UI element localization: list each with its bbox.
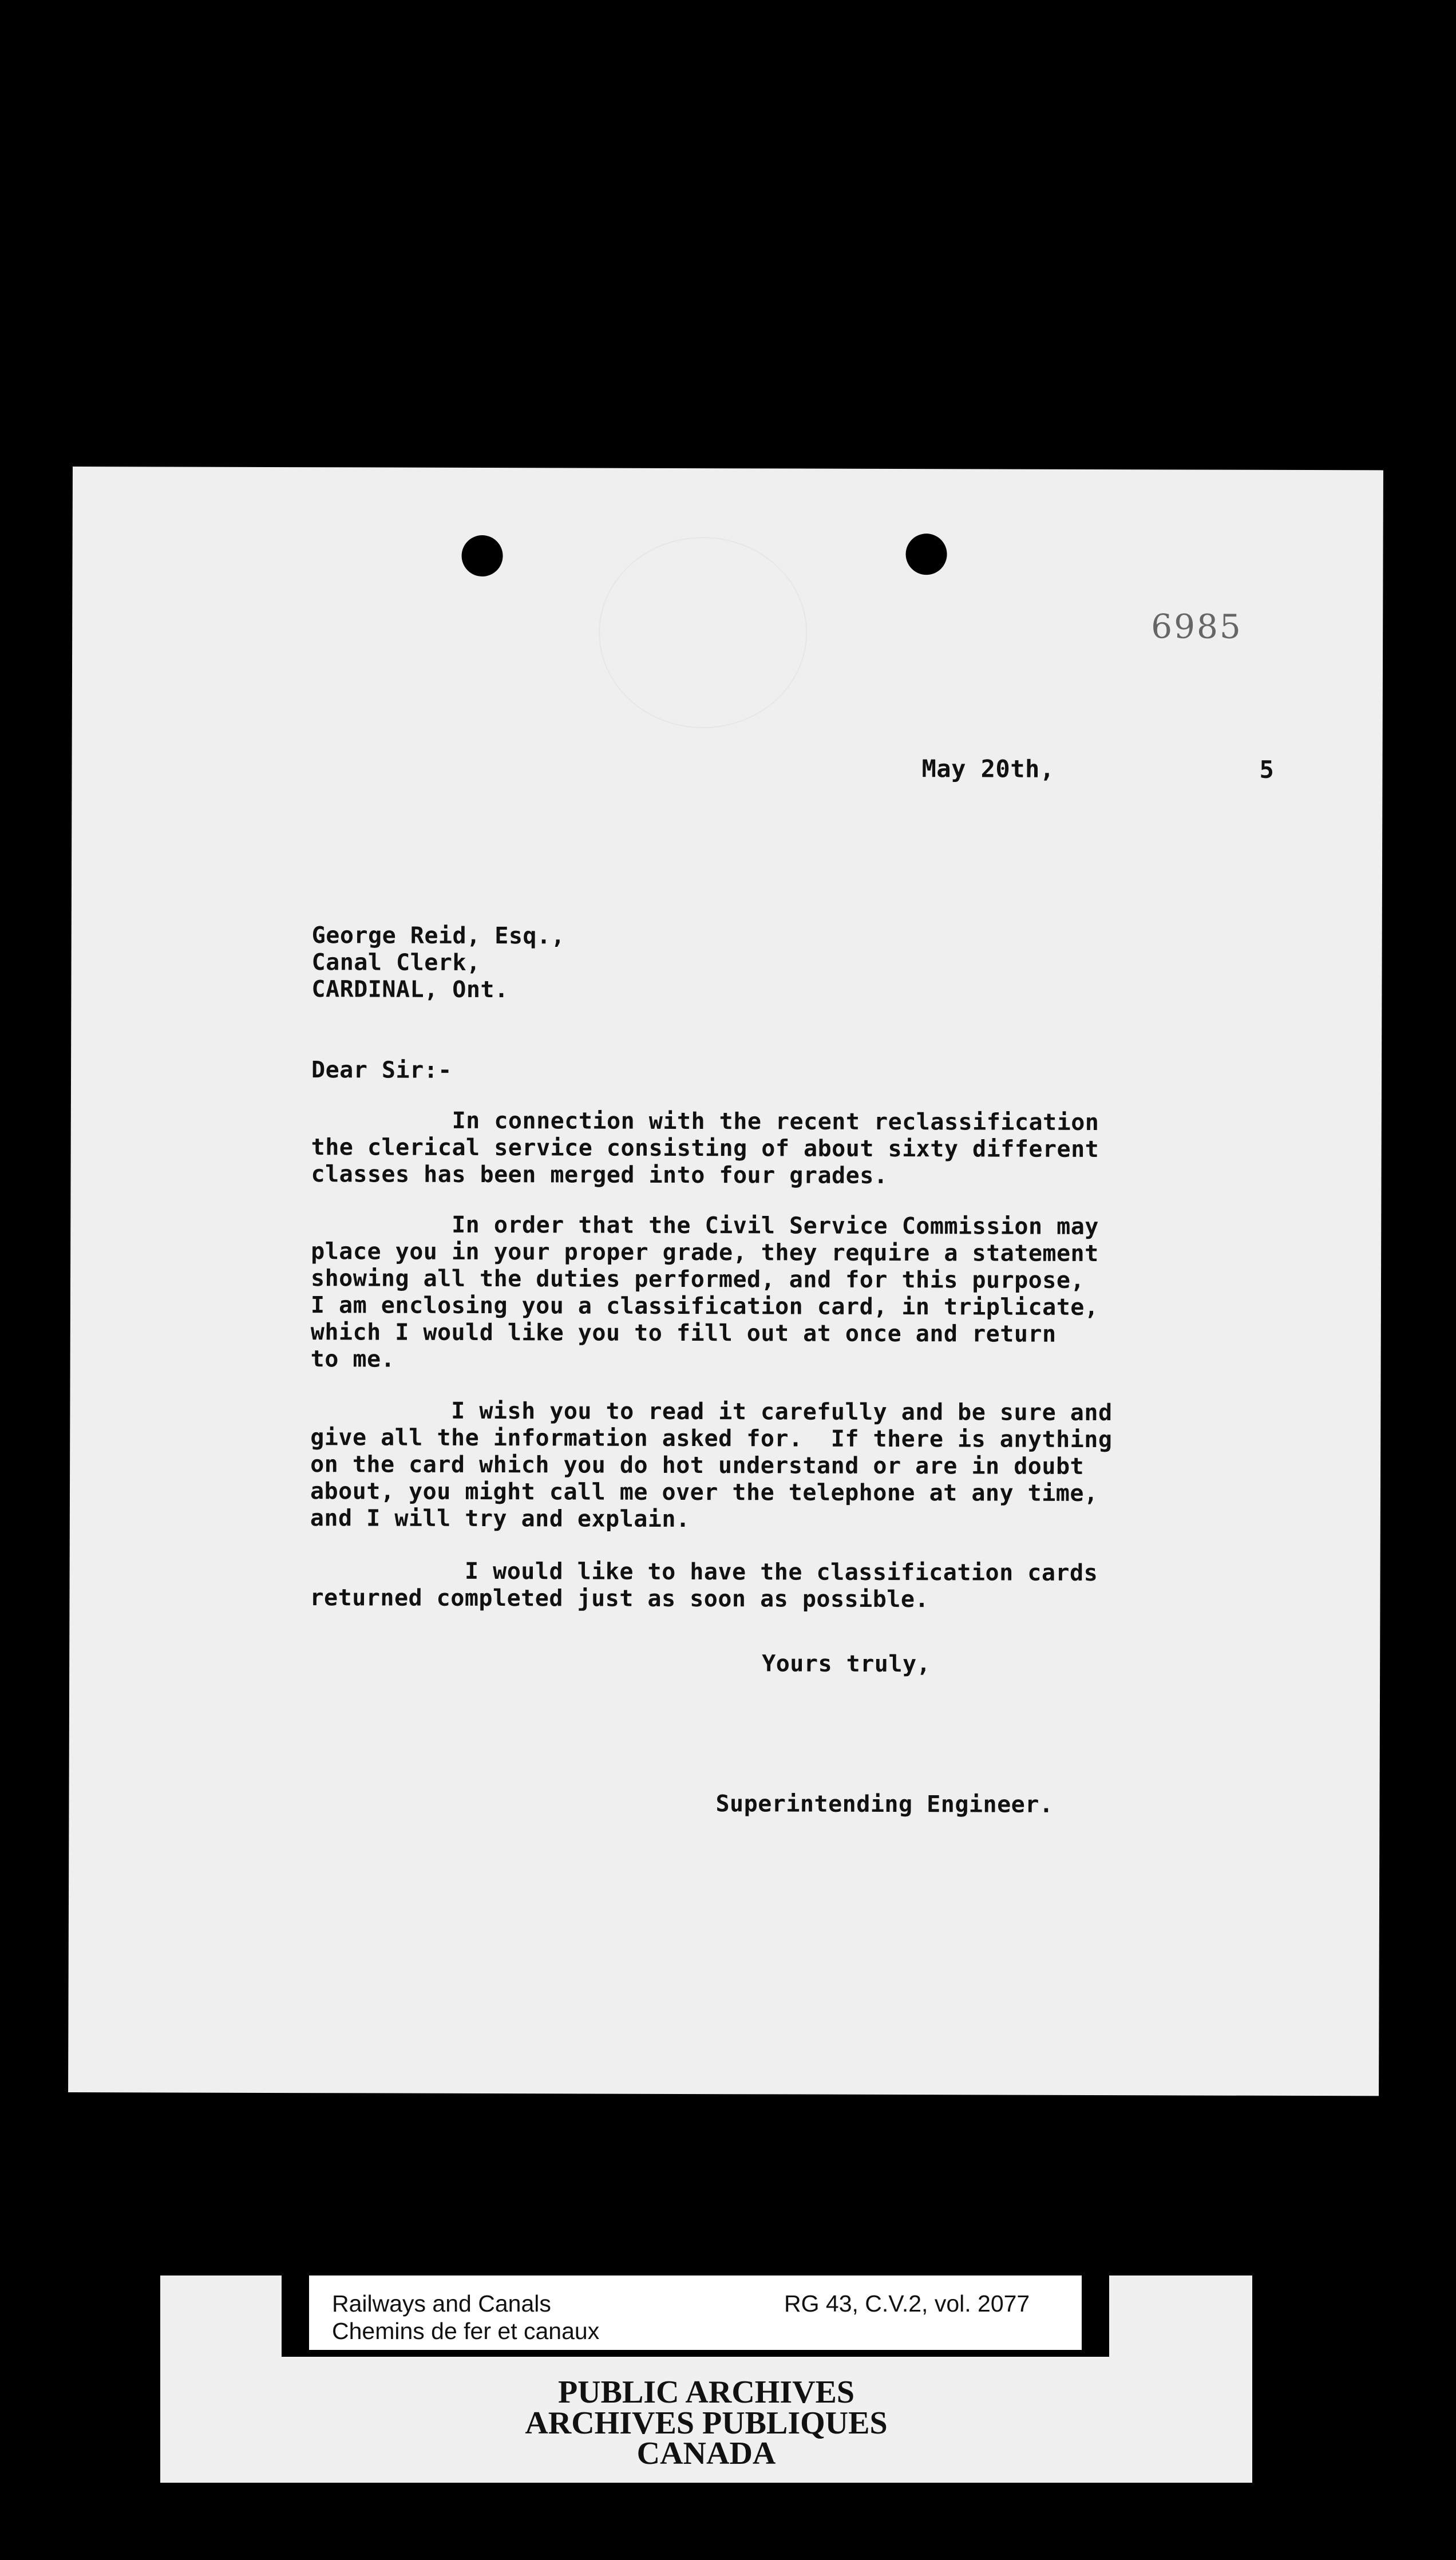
closing: Yours truly,: [762, 1650, 931, 1678]
punch-hole-right: [905, 534, 947, 575]
archive-title-fr: ARCHIVES PUBLIQUES: [525, 2405, 888, 2441]
punch-hole-left: [461, 535, 503, 576]
archive-label: [160, 2275, 1252, 2483]
paragraph-2-line-3: showing all the duties performed, and for this purpose,: [310, 1265, 1085, 1294]
signature-title: Superintending Engineer.: [715, 1791, 1054, 1818]
paragraph-3-line-5: and I will try and explain.: [310, 1505, 690, 1533]
faint-stamp-mark: [599, 537, 808, 729]
reference-strip: [282, 2275, 1109, 2357]
archive-title-en: PUBLIC ARCHIVES: [557, 2375, 855, 2410]
paragraph-4-line-2: returned completed just as soon as possible.: [310, 1585, 929, 1613]
salutation: Dear Sir:-: [311, 1057, 452, 1084]
archive-reference: RG 43, C.V.2, vol. 2077: [784, 2290, 1030, 2317]
paragraph-3-line-1: I wish you to read it carefully and be sure and: [310, 1397, 1113, 1427]
paragraph-2-line-1: In order that the Civil Service Commission may: [311, 1211, 1099, 1241]
archive-country: CANADA: [636, 2436, 776, 2471]
page-marker: 5: [1259, 755, 1275, 784]
archive-number: 6985: [1151, 607, 1243, 646]
recipient-location: CARDINAL, Ont.: [311, 976, 509, 1004]
paragraph-2-line-5: which I would like you to fill out at once and return: [310, 1319, 1057, 1348]
paragraph-2-line-6: to me.: [310, 1346, 395, 1373]
paragraph-1-line-2: the clerical service consisting of about sixty different: [311, 1134, 1099, 1163]
paragraph-1-line-3: classes has been merged into four grades.: [311, 1161, 888, 1189]
department-en: Railways and Canals: [332, 2290, 551, 2317]
department-fr: Chemins de fer et canaux: [332, 2318, 600, 2344]
recipient-title: Canal Clerk,: [311, 949, 481, 976]
paragraph-2-line-4: I am enclosing you a classification card, in triplicate,: [310, 1292, 1099, 1321]
letter-date: May 20th,: [921, 754, 1055, 783]
recipient-name: George Reid, Esq.,: [311, 922, 565, 950]
paragraph-3-line-4: about, you might call me over the telephone at any time,: [310, 1478, 1098, 1507]
paragraph-3-line-3: on the card which you do hot understand or are in doubt: [310, 1451, 1085, 1480]
paragraph-3-line-2: give all the information asked for. If there is anything: [310, 1424, 1113, 1453]
letter-page: [68, 467, 1383, 2096]
paragraph-2-line-2: place you in your proper grade, they require a statement: [311, 1238, 1099, 1267]
paragraph-1-line-1: In connection with the recent reclassification: [311, 1107, 1099, 1136]
paragraph-4-line-1: I would like to have the classification cards: [310, 1558, 1098, 1587]
